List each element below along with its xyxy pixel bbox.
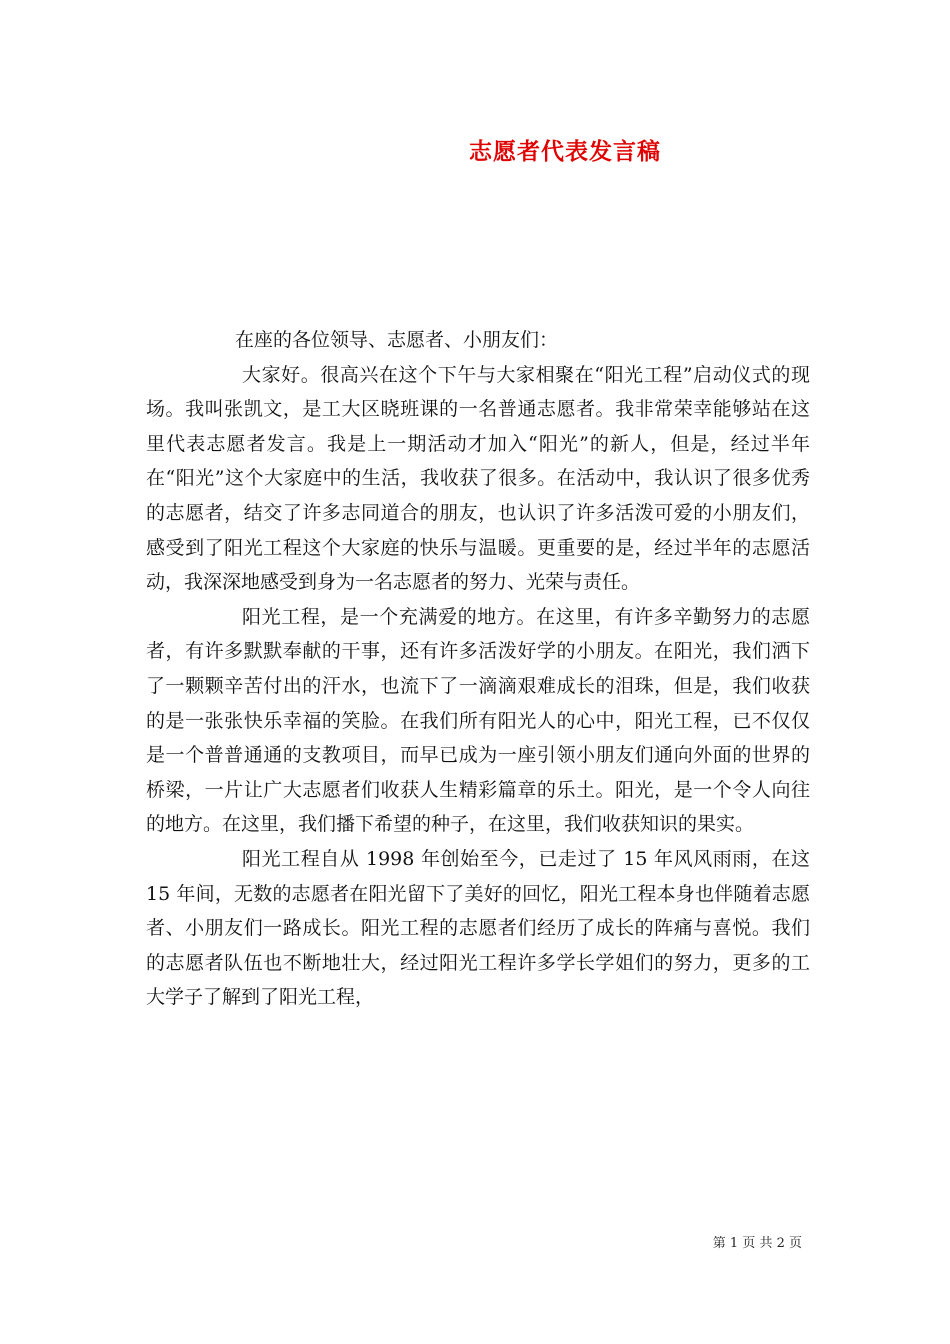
document-body [146, 323, 810, 1015]
paragraph-3: 阳光工程自从 1998 年创始至今，已走过了 15 年风风雨雨，在这 15 年间，无数的志愿者在阳光留下了美好的回忆，阳光工程本身也伴随着志愿者、小朋友们一路成长。阳光工程的志愿者们经历了成长的阵痛与喜悦。我们的志愿者队伍也不断地壮大，经过阳光工程许多学长学姐们的努力，更多的工大学子了解到了阳光工程， [146, 847, 810, 1009]
paragraph-2: 阳光工程，是一个充满爱的地方。在这里，有许多辛勤努力的志愿者，有许多默默奉献的干事，还有许多活泼好学的小朋友。在阳光，我们洒下了一颗颗辛苦付出的汗水，也流下了一滴滴艰难成长的泪珠，但是，我们收获的是一张张快乐幸福的笑脸。在我们所有阳光人的心中，阳光工程，已不仅仅是一个普普通通的支教项目，而早已成为一座引领小朋友们通向外面的世界的桥梁，一片让广大志愿者们收获人生精彩篇章的乐土。阳光，是一个令人向往的地方。在这里，我们播下希望的种子，在这里，我们收获知识的果实。 [146, 605, 810, 836]
paragraph-1: 大家好。很高兴在这个下午与大家相聚在“阳光工程”启动仪式的现场。我叫张凯文，是工大区晓班课的一名普通志愿者。我非常荣幸能够站在这里代表志愿者发言。我是上一期活动才加入“阳光”的新人，但是，经过半年在“阳光”这个大家庭中的生活，我收获了很多。在活动中，我认识了很多优秀的志愿者，结交了许多志同道合的朋友，也认识了许多活泼可爱的小朋友们，感受到了阳光工程这个大家庭的快乐与温暖。更重要的是，经过半年的志愿活动，我深深地感受到身为一名志愿者的努力、光荣与责任。 [146, 363, 810, 594]
salutation: 在座的各位领导、志愿者、小朋友们： [235, 329, 559, 351]
page-number-footer: 第 1 页 共 2 页 [712, 1236, 802, 1251]
document-title: 志愿者代表发言稿 [469, 138, 661, 165]
